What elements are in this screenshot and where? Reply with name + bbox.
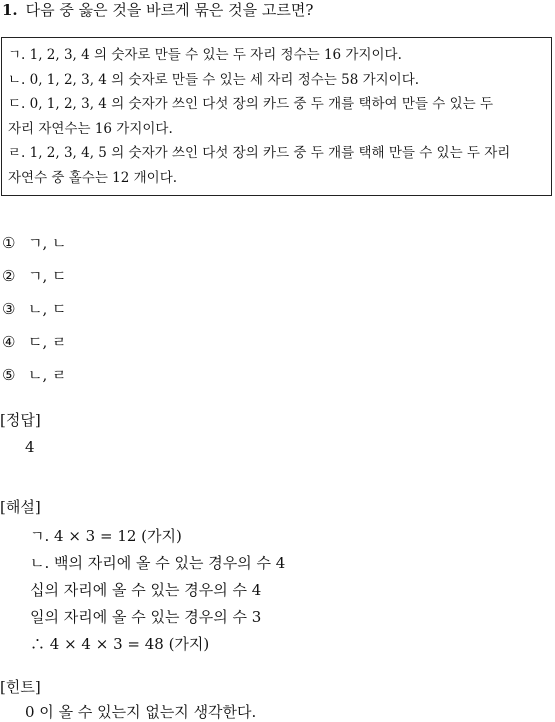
choice-mark: ④ [2,333,16,351]
solution-line: 십의 자리에 올 수 있는 경우의 수 4 [30,581,262,599]
statement-line: 자연수 중 홀수는 12 개이다. [8,169,178,186]
statement-line: ㄹ. 1, 2, 3, 4, 5 의 숫자가 쓰인 다섯 장의 카드 중 두 개를 택해 만들 수 있는 두 자리 [8,145,511,161]
choice-text: ㄴ, ㄷ [28,300,67,318]
choice-1[interactable] [2,230,67,263]
solution-body [30,523,285,658]
choice-mark: ⑤ [2,366,16,384]
choice-4[interactable] [2,329,67,362]
choice-text: ㄱ, ㄷ [28,267,67,285]
choice-text: ㄷ, ㄹ [28,333,67,351]
choice-2[interactable] [2,263,67,296]
solution-line: ∴ 4 × 4 × 3 = 48 (가지) [30,635,210,653]
solution-line: ㄱ. 4 × 3 = 12 (가지) [30,527,182,545]
question-header [2,0,552,20]
statement-line: ㄷ. 0, 1, 2, 3, 4 의 숫자가 쓰인 다섯 장의 카드 중 두 개를 택하여 만들 수 있는 두 [8,96,494,112]
statement-box [1,37,552,196]
choice-mark: ② [2,267,16,285]
choice-mark: ③ [2,300,16,318]
hint-text: 0 이 올 수 있는지 없는지 생각한다. [25,703,257,721]
choice-list [2,230,67,395]
choice-3[interactable] [2,296,67,329]
hint-label: [힌트] [0,678,41,696]
statement-line: ㄱ. 1, 2, 3, 4 의 숫자로 만들 수 있는 두 자리 정수는 16 가지이다. [8,47,402,63]
question-number: 1. [2,1,18,19]
choice-mark: ① [2,234,16,252]
solution-label: [해설] [0,498,41,516]
statement-line: 자리 자연수는 16 가지이다. [8,120,173,137]
solution-line: 일의 자리에 올 수 있는 경우의 수 3 [30,608,262,626]
answer-value: 4 [25,438,35,456]
choice-text: ㄴ, ㄹ [28,366,67,384]
solution-line: ㄴ. 백의 자리에 올 수 있는 경우의 수 4 [30,554,286,572]
choice-5[interactable] [2,362,67,395]
question-text: 다음 중 옳은 것을 바르게 묶은 것을 고르면? [25,1,314,19]
choice-text: ㄱ, ㄴ [28,234,67,252]
statement-line: ㄴ. 0, 1, 2, 3, 4 의 숫자로 만들 수 있는 세 자리 정수는 58 가지이다. [8,71,420,88]
answer-label: [정답] [0,411,41,429]
